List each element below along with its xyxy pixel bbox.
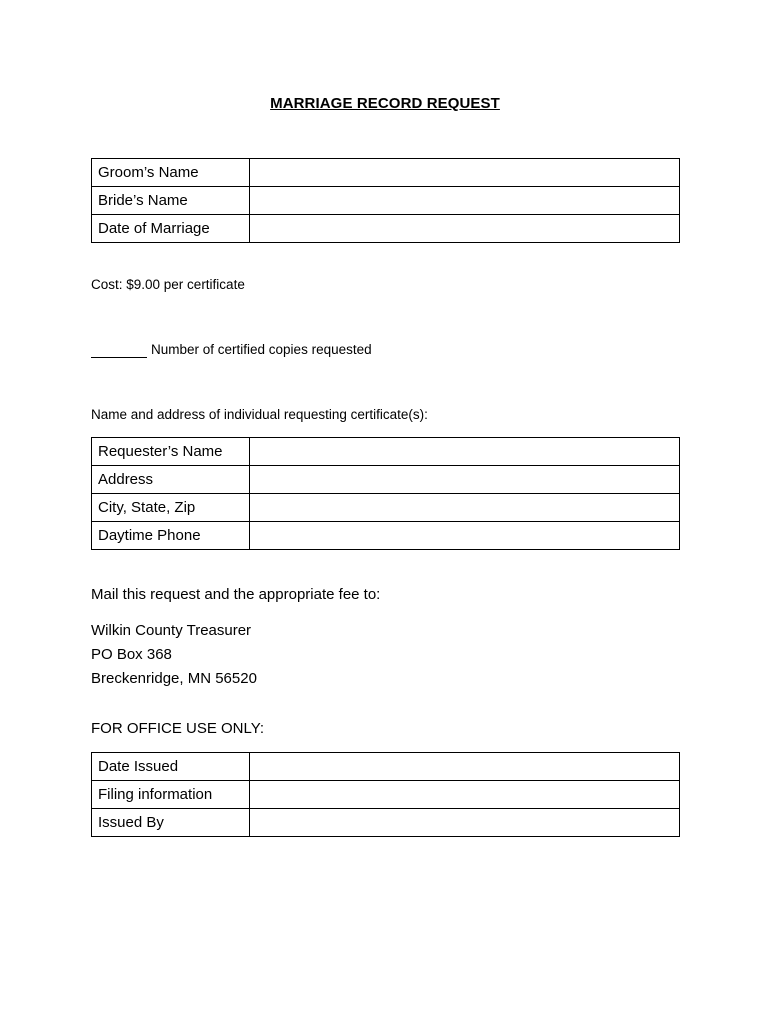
copies-requested-line — [91, 342, 372, 358]
mailing-address-line2: PO Box 368 — [91, 646, 172, 663]
date-issued-cell[interactable] — [250, 753, 680, 781]
table-row — [92, 753, 680, 781]
date-of-marriage-label: Date of Marriage — [92, 215, 250, 243]
mailing-address — [91, 619, 257, 691]
copies-requested-label: Number of certified copies requested — [151, 342, 372, 357]
date-of-marriage-field[interactable] — [250, 215, 679, 242]
requester-name-label: Requester’s Name — [92, 438, 250, 466]
daytime-phone-field[interactable] — [250, 522, 679, 549]
issued-by-field[interactable] — [250, 809, 679, 836]
table-row — [92, 494, 680, 522]
date-issued-label: Date Issued — [92, 753, 250, 781]
table-row — [92, 466, 680, 494]
daytime-phone-cell[interactable] — [250, 522, 680, 550]
office-use-heading: FOR OFFICE USE ONLY: — [91, 720, 265, 737]
table-row — [92, 215, 680, 243]
requester-name-field[interactable] — [250, 438, 679, 465]
groom-name-label: Groom’s Name — [92, 159, 250, 187]
date-of-marriage-cell[interactable] — [250, 215, 680, 243]
filing-information-label: Filing information — [92, 781, 250, 809]
issued-by-label: Issued By — [92, 809, 250, 837]
daytime-phone-label: Daytime Phone — [92, 522, 250, 550]
filing-information-field[interactable] — [250, 781, 679, 808]
mail-instruction-text: Mail this request and the appropriate fee to: — [91, 586, 381, 603]
mailing-address-line1: Wilkin County Treasurer — [91, 622, 252, 639]
address-label: Address — [92, 466, 250, 494]
filing-information-cell[interactable] — [250, 781, 680, 809]
groom-name-field[interactable] — [250, 159, 679, 186]
table-row — [92, 159, 680, 187]
requester-name-cell[interactable] — [250, 438, 680, 466]
bride-name-cell[interactable] — [250, 187, 680, 215]
table-row — [92, 809, 680, 837]
city-state-zip-cell[interactable] — [250, 494, 680, 522]
page-title: MARRIAGE RECORD REQUEST — [270, 95, 500, 112]
office-use-table — [91, 752, 680, 837]
bride-name-label: Bride’s Name — [92, 187, 250, 215]
mailing-address-line3: Breckenridge, MN 56520 — [91, 670, 257, 687]
date-issued-field[interactable] — [250, 753, 679, 780]
address-field[interactable] — [250, 466, 679, 493]
cost-text: Cost: $9.00 per certificate — [91, 277, 245, 292]
groom-name-cell[interactable] — [250, 159, 680, 187]
requester-intro-text: Name and address of individual requesting certificate(s): — [91, 407, 428, 422]
city-state-zip-label: City, State, Zip — [92, 494, 250, 522]
marriage-info-table — [91, 158, 680, 243]
table-row — [92, 781, 680, 809]
table-row — [92, 522, 680, 550]
city-state-zip-field[interactable] — [250, 494, 679, 521]
bride-name-field[interactable] — [250, 187, 679, 214]
table-row — [92, 187, 680, 215]
issued-by-cell[interactable] — [250, 809, 680, 837]
requester-info-table — [91, 437, 680, 550]
address-cell[interactable] — [250, 466, 680, 494]
table-row — [92, 438, 680, 466]
copies-count-field[interactable] — [91, 343, 147, 358]
